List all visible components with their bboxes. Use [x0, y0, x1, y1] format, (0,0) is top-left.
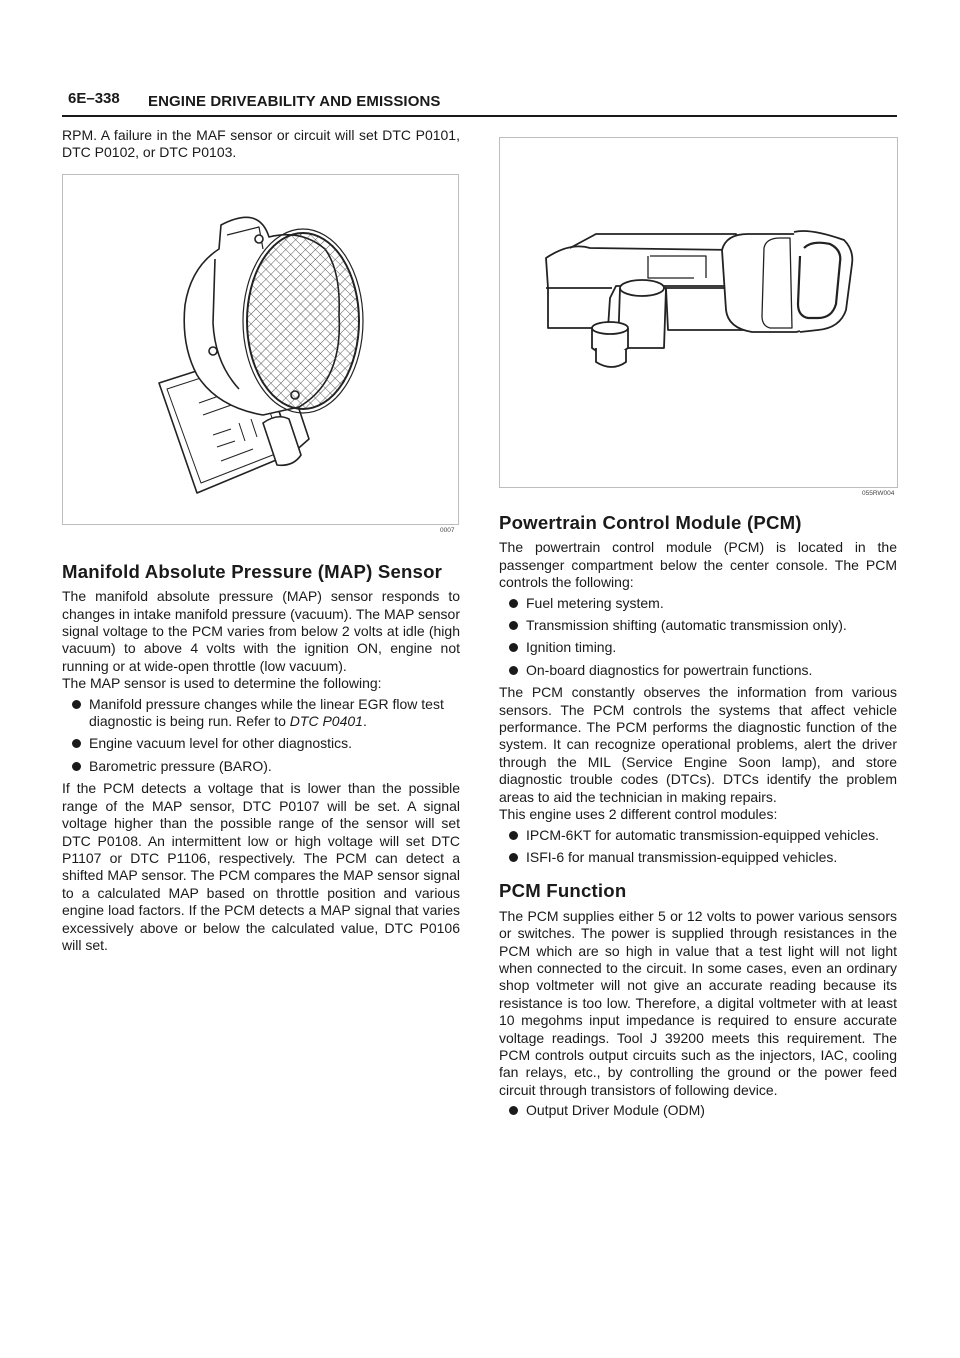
pcm-function-heading: PCM Function: [499, 880, 627, 902]
pcm-module-illustration: [500, 138, 897, 487]
list-item: [499, 639, 897, 656]
bullet-icon: [509, 621, 518, 630]
map-bullet-1-text: Manifold pressure changes while the linear EGR flow test diagnostic is being run. Refer to: [89, 695, 444, 730]
pcm-paragraph-3: This engine uses 2 different control modules:: [499, 806, 778, 823]
list-item: [499, 595, 897, 612]
pcm-paragraph-1: The powertrain control module (PCM) is located in the passenger compartment below the center console. The PCM controls the following:: [499, 539, 897, 591]
list-item: [499, 1102, 897, 1119]
bullet-icon: [72, 762, 81, 771]
figure-code-0007: 0007: [440, 527, 455, 534]
map-bullet-3-text: Barometric pressure (BARO).: [89, 757, 272, 774]
map-paragraph-2: The MAP sensor is used to determine the following:: [62, 675, 382, 692]
map-paragraph-1: The manifold absolute pressure (MAP) sensor responds to changes in intake manifold pressure (vacuum). The MAP sensor signal voltage to the PCM varies from below 2 volts at idle (high vacuum) to above 4 volts with the ignition ON, engine not running or at wide-open throttle (low vacuum).: [62, 588, 460, 674]
module-bullet-text: IPCM-6KT for automatic transmission-equipped vehicles.: [526, 826, 880, 843]
list-item: [499, 827, 897, 844]
intro-paragraph: RPM. A failure in the MAF sensor or circuit will set DTC P0101, DTC P0102, or DTC P0103.: [62, 127, 460, 161]
figure-code-055rw004: 055RW004: [862, 490, 895, 497]
pcm-controls-list: [499, 595, 897, 680]
figure-spacer: [62, 162, 460, 563]
list-item: [499, 849, 897, 866]
module-bullet-text: ISFI-6 for manual transmission-equipped vehicles.: [526, 848, 838, 865]
list-item: [62, 735, 460, 752]
bullet-icon: [509, 666, 518, 675]
list-item: [499, 617, 897, 634]
pcm-bullet-text: On-board diagnostics for powertrain functions.: [526, 661, 813, 678]
pcm-bullet-text: Fuel metering system.: [526, 594, 664, 611]
list-item: [62, 696, 460, 731]
right-column: [499, 514, 897, 1125]
pcm-heading: Powertrain Control Module (PCM): [499, 512, 802, 533]
list-item: [499, 662, 897, 679]
list-item: [62, 758, 460, 775]
pcm-bullet-text: Ignition timing.: [526, 639, 617, 656]
bullet-icon: [72, 739, 81, 748]
map-uses-list: [62, 696, 460, 776]
bullet-icon: [72, 700, 81, 709]
section-title: ENGINE DRIVEABILITY AND EMISSIONS: [148, 93, 441, 110]
map-bullet-1-end: .: [362, 713, 367, 730]
bullet-icon: [509, 599, 518, 608]
pcm-paragraph-2: The PCM constantly observes the information from various sensors. The PCM controls the systems that affect vehicle performance. The PCM performs the diagnostic function of the system. It can recognize operational problems, alert the driver through the MIL (Service Engine Soon lamp), and store diagnostic trouble codes (DTCs). DTCs identify the problem areas to aid the technician in making repairs.: [499, 684, 897, 805]
pcm-function-paragraph: The PCM supplies either 5 or 12 volts to power various sensors or switches. The power is supplied through resistances in the PCM which are so high in value that a test light will not light when connected to the circuit. In some cases, even an ordinary shop voltmeter will not give an accurate reading because its resistance is too low. Therefore, a digital voltmeter with at least 10 megohms input impedance is required to ensure accurate voltage readings. Tool J 39200 meets this requirement. The PCM controls output circuits such as the injectors, IAC, cooling fan relays, etc., by controlling the ground or the power feed circuit through transistors of following device.: [499, 907, 897, 1098]
bullet-icon: [509, 831, 518, 840]
page-number: 6E–338: [68, 90, 120, 107]
map-bullet-2-text: Engine vacuum level for other diagnostics.: [89, 735, 353, 752]
header-rule: [62, 115, 897, 117]
map-paragraph-3: If the PCM detects a voltage that is lower than the possible range of the MAP sensor, DTC P0107 will be set. A signal voltage higher than the possible range of the sensor will set DTC P0108. An intermittent low or high voltage will set DTC P1107 or DTC P1106, respectively. The PCM can detect a shifted MAP sensor. The PCM compares the MAP sensor signal to a calculated MAP based on throttle position and various engine load factors. If the PCM detects a MAP signal that varies excessively above or below the calculated value, DTC P0106 will set.: [62, 780, 460, 953]
pcm-bullet-text: Transmission shifting (automatic transmission only).: [526, 617, 847, 634]
dtc-p0401-reference: DTC P0401: [289, 713, 363, 730]
bullet-icon: [509, 643, 518, 652]
output-device-list: [499, 1102, 897, 1119]
control-modules-list: [499, 827, 897, 867]
odm-bullet-text: Output Driver Module (ODM): [526, 1102, 705, 1119]
bullet-icon: [509, 853, 518, 862]
bullet-icon: [509, 1106, 518, 1115]
left-column: [62, 127, 460, 954]
pcm-figure: [499, 137, 898, 488]
map-sensor-heading: Manifold Absolute Pressure (MAP) Sensor: [62, 560, 443, 582]
